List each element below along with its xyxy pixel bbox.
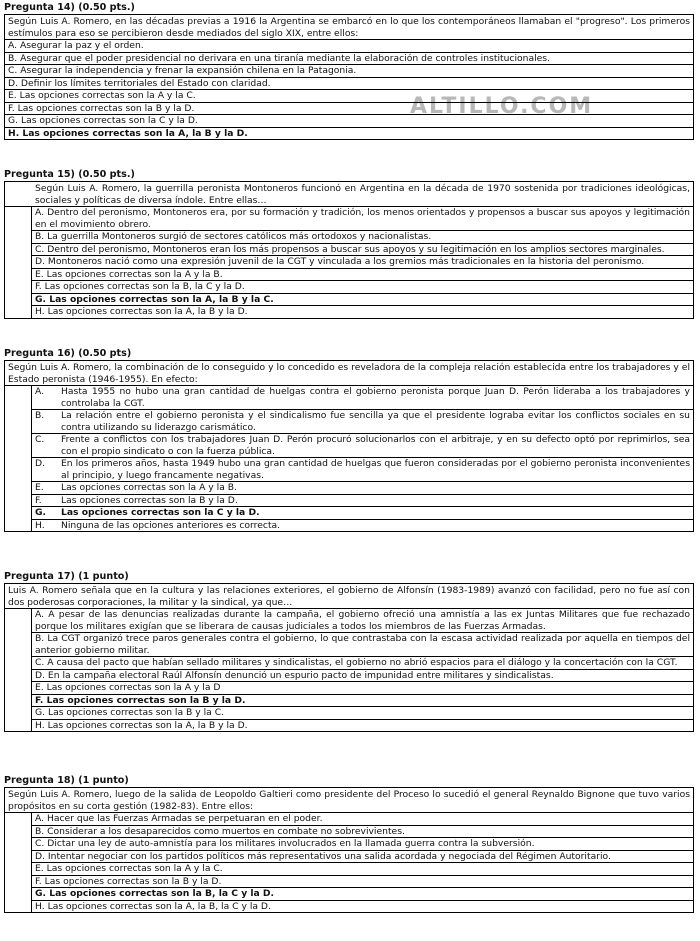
question-box xyxy=(4,583,694,732)
question-stem: Según Luis A. Romero, en las décadas previas a 1916 la Argentina se embarcó en lo que los contemporáneos llamaban el "progreso". Los primeros estímulos para eso se percibieron desde mediados del siglo XIX, entre ellos: xyxy=(5,15,693,40)
option-f: F. Las opciones correctas son la B y la D. xyxy=(5,103,693,116)
option-e: E. Las opciones correctas son la A y la B. xyxy=(31,482,693,495)
option-e: E. Las opciones correctas son la A y la C. xyxy=(5,90,693,103)
option-h: H. Las opciones correctas son la A, la B y la D. xyxy=(31,720,693,732)
option-a: A. A pesar de las denuncias realizadas durante la campaña, el gobierno ofreció una amnistía a las ex Juntas Militares que fue rechazado porque los militares exigían que se liberara de causas judiciales a todos los miembros de las Fuerzas Armadas. xyxy=(31,609,693,633)
option-e: E. Las opciones correctas son la A y la B. xyxy=(31,269,693,282)
option-h: H. Ninguna de las opciones anteriores es correcta. xyxy=(31,520,693,532)
option-d: D. Montoneros nació como una expresión juvenil de la CGT y vinculada a los gremios más tradicionales en la historia del peronismo. xyxy=(31,256,693,269)
option-f: F. Las opciones correctas son la B, la C y la D. xyxy=(31,281,693,294)
question-title: Pregunta 17) (1 punto) xyxy=(4,571,129,582)
question-title: Pregunta 18) (1 punto) xyxy=(4,775,129,786)
option-d: D. En los primeros años, hasta 1949 hubo una gran cantidad de huelgas que fueron consideradas por el gobierno peronista inconvenientes al principio, y luego francamente negativas. xyxy=(31,458,693,482)
question-box xyxy=(4,360,694,532)
option-b: B. La CGT organizó trece paros generales contra el gobierno, lo que contrastaba con la escasa actividad realizada por aquella en tiempos del anterior gobierno militar. xyxy=(31,633,693,657)
option-h-answer: H. Las opciones correctas son la A, la B y la D. xyxy=(8,127,248,139)
option-g-answer: G. Las opciones correctas son la B, la C y la D. xyxy=(31,888,693,901)
option-a: A. Hacer que las Fuerzas Armadas se perpetuaran en el poder. xyxy=(31,813,693,826)
option-h: H. Las opciones correctas son la A, la B y la D. xyxy=(31,306,693,318)
question-box xyxy=(4,14,694,140)
option-b: B. Considerar a los desaparecidos como muertos en combate no sobrevivientes. xyxy=(31,826,693,839)
question-stem: Según Luis A. Romero, luego de la salida de Leopoldo Galtieri como presidente del Proceso lo sucedió el general Reynaldo Bignone que tuvo varios propósitos en su corta gestión (1982-83). Entre ellos: xyxy=(5,788,693,813)
question-15 xyxy=(4,169,694,319)
question-box xyxy=(4,181,694,319)
option-g: G. Las opciones correctas son la C y la D. xyxy=(5,115,693,128)
option-e: E. Las opciones correctas son la A y la D xyxy=(31,682,693,695)
option-a: A. Dentro del peronismo, Montoneros era, por su formación y tradición, los menos orientados y propensos a buscar sus apoyos y legitimación en el movimiento obrero. xyxy=(31,207,693,231)
option-a: A. Hasta 1955 no hubo una gran cantidad de huelgas contra el gobierno peronista porque Juan D. Perón lideraba a los trabajadores y controlaba la CGT. xyxy=(31,386,693,410)
question-16 xyxy=(4,348,694,532)
question-18 xyxy=(4,775,694,913)
option-b: B. La relación entre el gobierno peronista y el sindicalismo fue sencilla ya que el presidente lograba evitar los conflictos sociales en su contra utilizando su liderazgo carismático. xyxy=(31,410,693,434)
option-g: G. Las opciones correctas son la B y la C. xyxy=(31,707,693,720)
option-h: H. Las opciones correctas son la A, la B, la C y la D. xyxy=(31,901,693,913)
option-g-answer: G. Las opciones correctas son la A, la B y la C. xyxy=(31,294,693,307)
question-stem: Según Luis A. Romero, la combinación de lo conseguido y lo concedido es reveladora de la compleja relación establecida entre los trabajadores y el Estado peronista (1946-1955). En efecto: xyxy=(5,361,693,386)
option-g-answer: G. Las opciones correctas son la C y la D. xyxy=(31,507,693,520)
option-c: C. Asegurar la independencia y frenar la expansión chilena en la Patagonia. xyxy=(5,65,693,78)
question-title: Pregunta 14) (0.50 pts.) xyxy=(4,2,135,13)
question-box xyxy=(4,787,694,913)
question-stem: Según Luis A. Romero, la guerrilla peronista Montoneros funcionó en Argentina en la década de 1970 sostenida por tradiciones ideológicas, sociales y políticas de diversa índole. Entre ellas… xyxy=(5,182,693,207)
option-b: B. La guerrilla Montoneros surgió de sectores católicos más ortodoxos y nacionalistas. xyxy=(31,231,693,244)
watermark-logo: ALTILLO.COM xyxy=(410,94,594,119)
option-d: D. En la campaña electoral Raúl Alfonsín denunció un espurio pacto de impunidad entre militares y sindicalistas. xyxy=(31,670,693,683)
option-f: F. Las opciones correctas son la B y la D. xyxy=(31,495,693,508)
option-f: F. Las opciones correctas son la B y la D. xyxy=(31,876,693,889)
option-c: C. Dentro del peronismo, Montoneros eran los más propensos a buscar sus apoyos y su legitimación en los amplios sectores marginales. xyxy=(31,244,693,257)
option-e: E. Las opciones correctas son la A y la C. xyxy=(31,863,693,876)
question-14 xyxy=(4,2,694,140)
option-b: B. Asegurar que el poder presidencial no derivara en una tiranía mediante la elaboración de controles institucionales. xyxy=(5,53,693,66)
question-stem: Luis A. Romero señala que en la cultura y las relaciones exteriores, el gobierno de Alfonsín (1983-1989) avanzó con facilidad, pero no fue así con dos poderosas corporaciones, la militar y la sindical, ya que… xyxy=(5,584,693,609)
question-title: Pregunta 15) (0.50 pts.) xyxy=(4,169,135,180)
option-d: D. Intentar negociar con los partidos políticos más representativos una salida acordada y negociada del Régimen Autoritario. xyxy=(31,851,693,864)
option-a: A. Asegurar la paz y el orden. xyxy=(5,40,693,53)
option-d: D. Definir los límites territoriales del Estado con claridad. xyxy=(5,78,693,91)
option-c: C. Frente a conflictos con los trabajadores Juan D. Perón procuró solucionarlos con el arbitraje, y en su defecto optó por reprimirlos, sea con el propio sindicato o con la fuerza pública. xyxy=(31,434,693,458)
question-17 xyxy=(4,571,694,732)
question-title: Pregunta 16) (0.50 pts) xyxy=(4,348,132,359)
option-f-answer: F. Las opciones correctas son la B y la D. xyxy=(31,695,693,708)
option-c: C. Dictar una ley de auto-amnistía para los militares involucrados en la llamada guerra contra la subversión. xyxy=(31,838,693,851)
option-c: C. A causa del pacto que habían sellado militares y sindicalistas, el gobierno no abrió espacios para el diálogo y la concertación con la CGT. xyxy=(31,657,693,670)
